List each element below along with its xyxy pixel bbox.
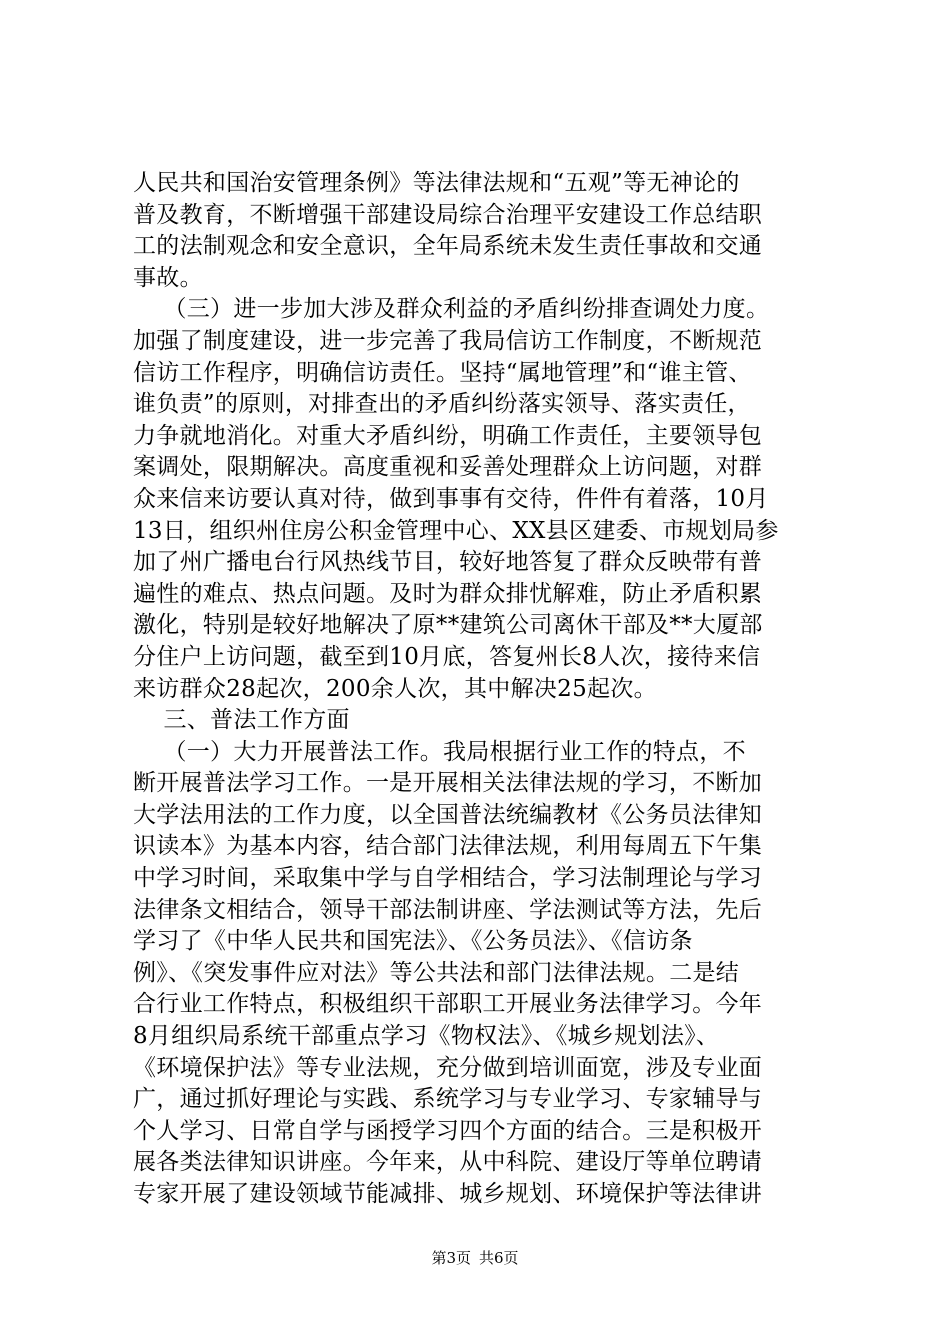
page-total: 共6页: [479, 1249, 519, 1267]
text-line: （一）大力开展普法工作。我局根据行业工作的特点，不: [133, 738, 746, 765]
text-line: 遍性的难点、热点问题。及时为群众排忧解难，防止矛盾积累: [133, 580, 763, 607]
text-line: 普及教育，不断增强干部建设局综合治理平安建设工作总结职: [133, 201, 763, 228]
text-line: 断开展普法学习工作。一是开展相关法律法规的学习，不断加: [133, 770, 763, 797]
text-line: 谁负责”的原则，对排查出的矛盾纠纷落实领导、落实责任，: [133, 391, 751, 418]
text-line: 个人学习、日常自学与函授学习四个方面的结合。三是积极开: [133, 1117, 763, 1144]
text-line: 来访群众28起次，200余人次，其中解决25起次。: [133, 675, 657, 702]
text-line: 8月组织局系统干部重点学习《物权法》、《城乡规划法》、: [133, 1023, 720, 1050]
text-line: 学习了《中华人民共和国宪法》、《公务员法》、《信访条: [133, 928, 693, 955]
text-line: 广，通过抓好理论与实践、系统学习与专业学习、专家辅导与: [133, 1086, 763, 1113]
text-line: 信访工作程序，明确信访责任。坚持“属地管理”和“谁主管、: [133, 359, 752, 386]
document-body: [133, 168, 853, 1211]
text-line: 《环境保护法》等专业法规，充分做到培训面宽，涉及专业面: [133, 1054, 763, 1081]
text-line: 展各类法律知识讲座。今年来，从中科院、建设厅等单位聘请: [133, 1149, 763, 1176]
text-line: 人民共和国治安管理条例》等法律法规和“五观”等无神论的: [133, 170, 740, 196]
text-line: 案调处，限期解决。高度重视和妥善处理群众上访问题，对群: [133, 454, 763, 481]
text-line: 力争就地消化。对重大矛盾纠纷，明确工作责任，主要领导包: [133, 422, 763, 449]
page-footer: [0, 1248, 950, 1268]
text-line: 事故。: [133, 264, 203, 291]
text-line: 激化，特别是较好地解决了原**建筑公司离休干部及**大厦部: [133, 612, 763, 639]
text-line: 加强了制度建设，进一步完善了我局信访工作制度，不断规范: [133, 327, 763, 354]
text-line: 法律条文相结合，领导干部法制讲座、学法测试等方法，先后: [133, 896, 763, 923]
text-line: 大学法用法的工作力度，以全国普法统编教材《公务员法律知: [133, 801, 763, 828]
text-line: 工的法制观念和安全意识，全年局系统未发生责任事故和交通: [133, 233, 763, 260]
text-line: 加了州广播电台行风热线节目，较好地答复了群众反映带有普: [133, 549, 763, 576]
text-line: 中学习时间，采取集中学与自学相结合，学习法制理论与学习: [133, 865, 763, 892]
text-line: （三）进一步加大涉及群众利益的矛盾纠纷排查调处力度。: [133, 296, 770, 323]
text-line: 分住户上访问题，截至到10月底，答复州长8人次，接待来信: [133, 643, 761, 670]
text-line: 例》、《突发事件应对法》等公共法和部门法律法规。二是结: [133, 959, 740, 986]
text-line: 三、普法工作方面: [133, 707, 350, 734]
text-line: 13日，组织州住房公积金管理中心、XX县区建委、市规划局参: [133, 517, 779, 544]
page-number: 第3页: [431, 1249, 471, 1267]
text-line: 专家开展了建设领域节能减排、城乡规划、环境保护等法律讲: [133, 1181, 763, 1207]
text-line: 众来信来访要认真对待，做到事事有交待，件件有着落，10月: [133, 485, 769, 512]
text-line: 识读本》为基本内容，结合部门法律法规，利用每周五下午集: [133, 833, 763, 860]
text-line: 合行业工作特点，积极组织干部职工开展业务法律学习。今年: [133, 991, 763, 1018]
